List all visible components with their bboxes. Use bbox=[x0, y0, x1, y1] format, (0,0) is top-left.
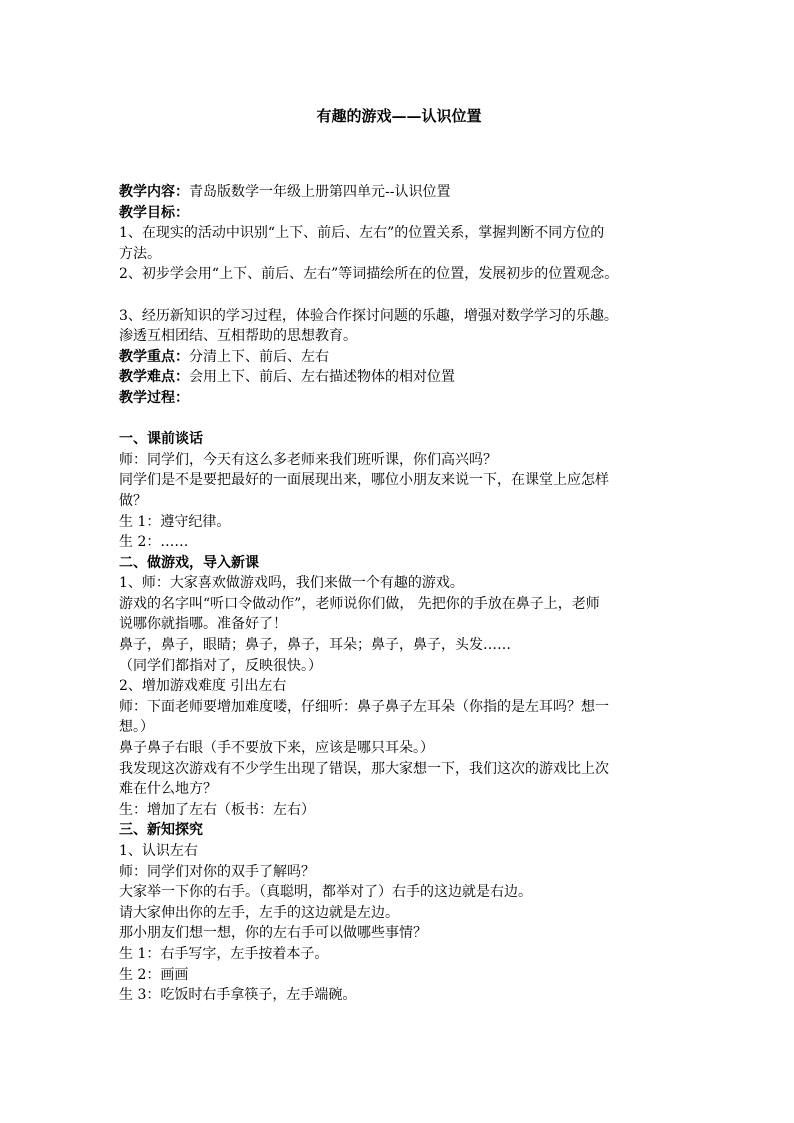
section-3-line: 大家举一下你的右手。（真聪明，都举对了）右手的这边就是右边。 bbox=[119, 884, 532, 901]
document-page bbox=[119, 104, 679, 1006]
section-1-line: 生 1：遵守纪律。 bbox=[119, 513, 231, 530]
section-3-heading: 三、新知探究 bbox=[119, 822, 203, 839]
section-3-line: 那小朋友们想一想，你的左右手可以做哪些事情？ bbox=[119, 925, 427, 942]
section-3-line: 1、认识左右 bbox=[119, 843, 198, 859]
section-2-line: 鼻子，鼻子，眼睛；鼻子，鼻子，耳朵；鼻子，鼻子，头发…… bbox=[119, 637, 511, 654]
goal-1-line-1: 1、在现实的活动中识别“上下、前后、左右”的位置关系，掌握判断不同方位的 bbox=[119, 225, 605, 242]
section-2-line: 说哪你就指哪。准备好了！ bbox=[119, 616, 287, 633]
section-3-line: 请大家伸出你的左手，左手的这边就是左边。 bbox=[119, 904, 399, 921]
section-2-line: 师：下面老师要增加难度喽，仔细听：鼻子鼻子左耳朵（你指的是左耳吗？想一 bbox=[119, 698, 609, 715]
section-1-line: 生 2：…… bbox=[119, 534, 189, 551]
teaching-key-point bbox=[119, 347, 679, 368]
teaching-content bbox=[119, 182, 679, 203]
goal-1-line-2: 方法。 bbox=[119, 245, 161, 262]
teaching-difficulty bbox=[119, 367, 679, 388]
teaching-key-label: 教学重点： bbox=[119, 348, 189, 365]
section-1-line: 做？ bbox=[119, 492, 147, 509]
section-3-line: 生 3：吃饭时右手拿筷子，左手端碗。 bbox=[119, 987, 357, 1004]
section-2-line: 生：增加了左右（板书：左右） bbox=[119, 801, 315, 818]
section-3-line: 生 1：右手写字，左手按着本子。 bbox=[119, 945, 329, 962]
goal-3-line-1: 3、经历新知识的学习过程，体验合作探讨问题的乐趣，增强对数学学习的乐趣。 bbox=[119, 307, 618, 324]
teaching-process-label: 教学过程： bbox=[119, 389, 189, 406]
section-2-line: 1、师：大家喜欢做游戏吗，我们来做一个有趣的游戏。 bbox=[119, 575, 464, 592]
section-2-line: 鼻子鼻子右眼（手不要放下来，应该是哪只耳朵。） bbox=[119, 740, 434, 757]
section-2-line: 游戏的名字叫“听口令做动作”，老师说你们做， 先把你的手放在鼻子上，老师 bbox=[119, 595, 600, 612]
teaching-key-value: 分清上下、前后、左右 bbox=[189, 348, 329, 365]
document-title: 有趣的游戏——认识位置 bbox=[316, 107, 482, 125]
blank-line bbox=[119, 285, 679, 306]
blank-line bbox=[119, 409, 679, 430]
section-3-line: 生 2：画画 bbox=[119, 966, 189, 983]
teaching-content-value: 青岛版数学一年级上册第四单元--认识位置 bbox=[189, 184, 451, 200]
section-1-line: 师：同学们，今天有这么多老师来我们班听课，你们高兴吗？ bbox=[119, 451, 497, 468]
section-2-line: 我发现这次游戏有不少学生出现了错误，那大家想一下，我们这次的游戏比上次 bbox=[119, 760, 609, 777]
section-2-line: 2、增加游戏难度 引出左右 bbox=[119, 678, 287, 695]
section-2-line: （同学们都指对了，反映很快。） bbox=[119, 657, 322, 674]
section-2-line: 想。） bbox=[119, 719, 154, 736]
section-1-heading: 一、课前谈话 bbox=[119, 431, 203, 448]
section-1-line: 同学们是不是要把最好的一面展现出来，哪位小朋友来说一下，在课堂上应怎样 bbox=[119, 472, 609, 489]
section-2-line: 难在什么地方？ bbox=[119, 781, 217, 798]
goal-2: 2、初步学会用“上下、前后、左右”等词描绘所在的位置，发展初步的位置观念。 bbox=[119, 266, 619, 283]
goal-3-line-2: 渗透互相团结、互相帮助的思想教育。 bbox=[119, 328, 357, 345]
section-3-line: 师：同学们对你的双手了解吗？ bbox=[119, 863, 315, 880]
section-2-heading: 二、做游戏，导入新课 bbox=[119, 554, 259, 571]
teaching-goals-label: 教学目标： bbox=[119, 204, 189, 221]
teaching-difficulty-value: 会用上下、前后、左右描述物体的相对位置 bbox=[189, 369, 455, 386]
teaching-content-label: 教学内容： bbox=[119, 184, 189, 200]
teaching-difficulty-label: 教学难点： bbox=[119, 369, 189, 386]
